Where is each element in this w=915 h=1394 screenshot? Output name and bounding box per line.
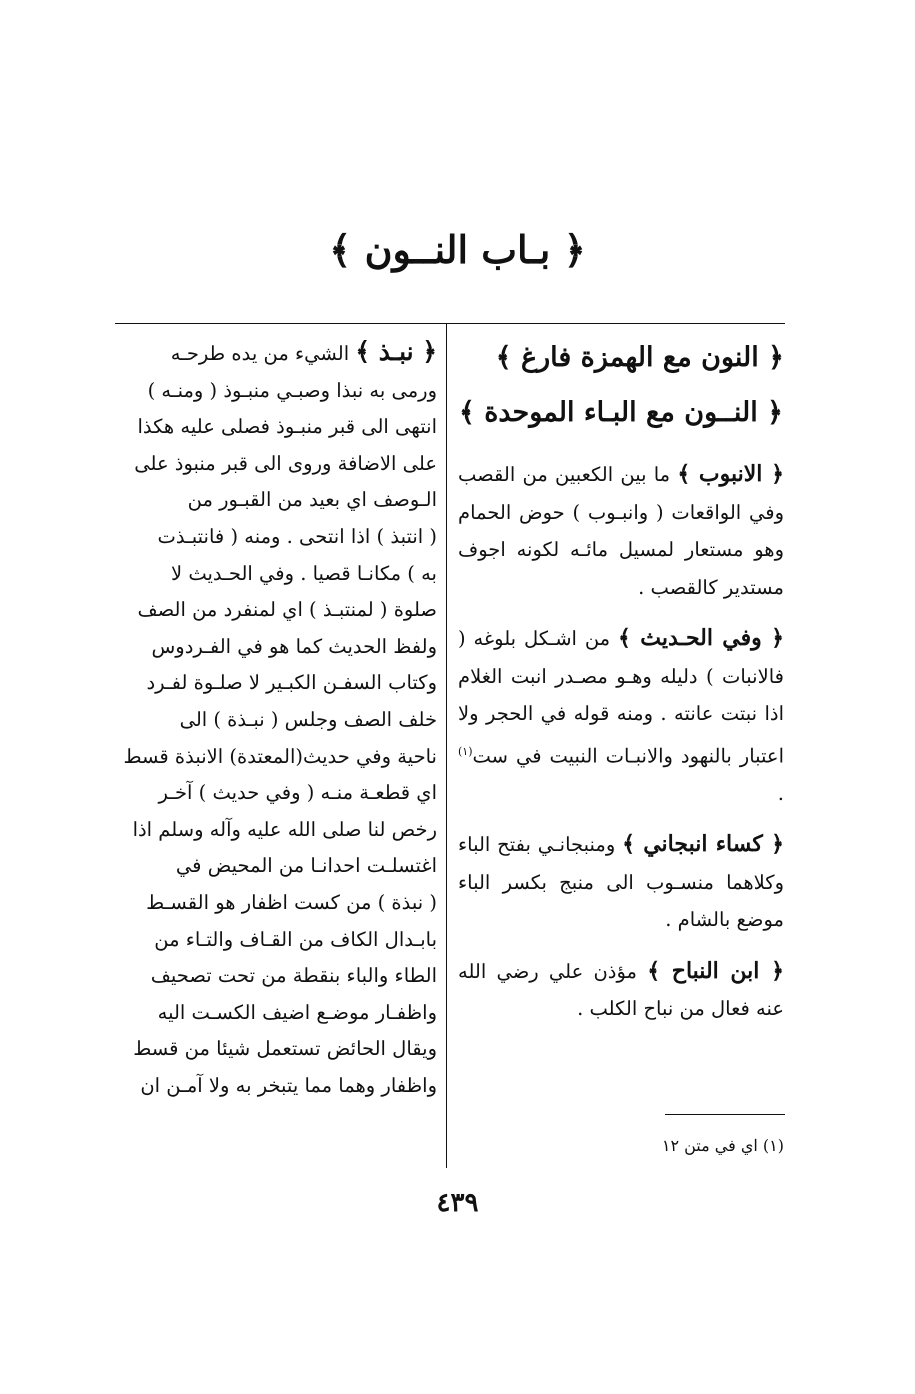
entry-text: مؤذن علي رضي الله عنه فعال من نباح الكلب . — [458, 959, 784, 1020]
column-divider — [446, 323, 447, 1168]
entry-text: ما بين الكعبين من القصب وفي الواقعات ( وانبـوب ) حوض الحمام وهو مستعار لمسيل مائـه لكونه اجوف مستدير كالقصب . — [458, 463, 784, 599]
entry-headword: ﴿ كساء انبجاني ﴾ — [622, 831, 784, 857]
text-line: ورمى به نبذا وصبـي منبـوذ ( ومنـه ) — [147, 378, 437, 402]
entry-ibn-nabbah — [458, 953, 784, 1028]
entry-headword: ﴿ وفي الحـديث ﴾ — [618, 625, 784, 651]
text-line: صلوة ( لمنتبـذ ) اي لمنفرد من الصف — [137, 598, 437, 622]
section-heading-hamza: ﴿ النون مع الهمزة فارغ ﴾ — [495, 342, 784, 373]
text-line: خلف الصف وجلس ( نبـذة ) الى — [179, 707, 437, 731]
entry-hadith — [458, 620, 784, 812]
entry-anbub — [458, 456, 784, 606]
footnote-marker: (١) — [458, 744, 473, 758]
section-heading-ba: ﴿ النــون مع البـاء الموحدة ﴾ — [459, 397, 783, 428]
text-line: الطاء والباء بنقطة من تحت تصحيف — [150, 964, 437, 988]
text-line: ولفظ الحديث كما هو في الفـردوس — [151, 634, 437, 658]
text-line: الـوصف اي بعيد من القبـور من — [187, 488, 437, 512]
left-column — [115, 334, 437, 1104]
text-line: ( انتبذ ) اذا انتحى . ومنه ( فانتبـذت — [157, 524, 437, 548]
page-number: ٤٣٩ — [436, 1188, 479, 1218]
text-line: واظفـار موضـع اضيف الكسـت اليه — [157, 1000, 437, 1024]
entry-headword: ﴿ ابن النباح ﴾ — [647, 957, 784, 984]
chapter-title: ﴿ بـاب النــون ﴾ — [329, 227, 586, 272]
text-line: ويقال الحائض تستعمل شيئا من قسط — [133, 1037, 437, 1061]
top-rule — [115, 323, 785, 324]
text-line: ناحية وفي حديث(المعتدة) الانبذة قسط — [123, 744, 437, 768]
right-column — [458, 334, 784, 1042]
text-line: واظفار وهما مما يتبخر به ولا آمـن ان — [140, 1073, 437, 1097]
entry-text-tail: . — [777, 781, 784, 805]
entry-anbijani — [458, 826, 784, 939]
entry-text: من اشـكل بلوغه ( فالانبات ) دليله وهـو مصـدر انبت الغلام اذا نبتت عانته . ومنه قوله في الحجر ولا اعتبار بالنهود والانبـات النبيت في ست — [458, 627, 784, 767]
text-line: اي قطعـة منـه ( وفي حديث ) آخـر — [158, 781, 437, 805]
text-line: انتهى الى قبر منبـوذ فصلى عليه هكذا — [137, 415, 437, 439]
footnote-rule — [665, 1114, 785, 1115]
text-line: اغتسلـت احدانـا من المحيض في — [175, 854, 437, 878]
text-line: به ) مكانـا قصيا . وفي الحـديث لا — [171, 561, 437, 585]
entry-headword: ﴿ نبـذ ﴾ — [355, 337, 437, 366]
entry-headword: ﴿ الانبوب ﴾ — [677, 461, 784, 487]
text-line: على الاضافة وروى الى قبر منبوذ على — [134, 451, 437, 475]
text-line: وكتاب السفـن الكبـير لا صلـوة لفـرد — [146, 671, 437, 695]
entry-text: ومنبجانـي بفتح الباء وكلاهما منسـوب الى منبج بكسر الباء موضع بالشام . — [458, 833, 784, 931]
footnote: (١) اي في متن ١٢ — [661, 1136, 784, 1155]
text-line: ﴿ نبـذ ﴾ الشيء من يده طرحـه — [170, 337, 437, 366]
text-line: رخص لنا صلى الله عليه وآله وسلم اذا — [132, 817, 437, 841]
text-line: بابـدال الكاف من القـاف والتـاء من — [154, 927, 437, 951]
text-line: ( نبذة ) من كست اظفار هو القسـط — [146, 890, 437, 914]
